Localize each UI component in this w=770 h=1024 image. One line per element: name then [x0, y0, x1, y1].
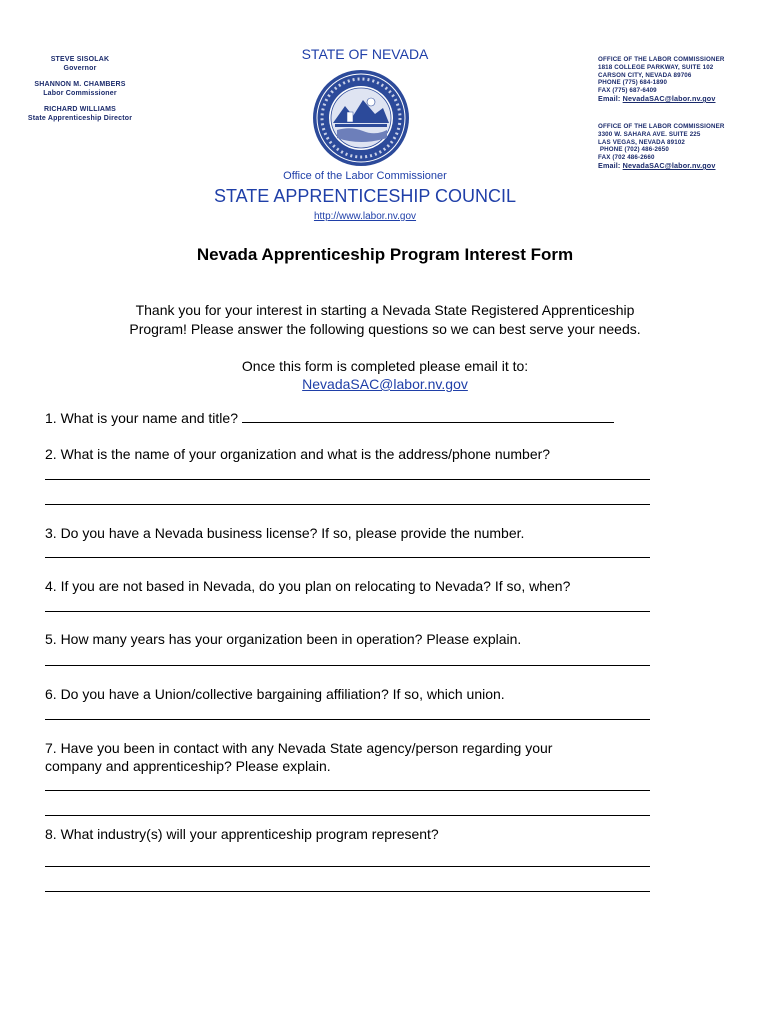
official-name: STEVE SISOLAK [50, 56, 110, 63]
name-title-field[interactable] [242, 409, 614, 423]
question-7: 7. Have you been in contact with any Nevada State agency/person regarding your company and apprenticeship? Please explain. [45, 740, 553, 774]
office-street: 3300 W. SAHARA AVE. SUITE 225 [598, 130, 701, 138]
answer-line[interactable] [45, 504, 650, 505]
question-8: 8. What industry(s) will your apprenticeship program represent? [45, 826, 439, 842]
intro-line: Program! Please answer the following questions so we can best serve your needs. [129, 321, 641, 337]
website-link[interactable]: http://www.labor.nv.gov [313, 211, 417, 222]
official-title: Labor Commissioner [43, 90, 117, 97]
answer-line[interactable] [45, 719, 650, 720]
form-title: Nevada Apprenticeship Program Interest Form [196, 245, 574, 264]
office-fax: FAX (775) 687-6409 [598, 87, 657, 95]
office-street: 1818 COLLEGE PARKWAY, SUITE 102 [598, 63, 714, 71]
office-phone: PHONE (702) 486-2650 [598, 146, 669, 154]
office-phone: PHONE (775) 684-1890 [598, 79, 668, 87]
question-5: 5. How many years has your organization been in operation? Please explain. [45, 631, 522, 647]
answer-line[interactable] [45, 891, 650, 892]
email-label: Email: [598, 160, 623, 170]
official-title: Governor [63, 65, 97, 72]
office-email-line [598, 162, 758, 170]
officials-list [20, 55, 140, 130]
official-governor [20, 55, 140, 73]
council-heading: STATE APPRENTICESHIP COUNCIL [213, 186, 517, 206]
official-apprenticeship-director [20, 105, 140, 123]
intro-line: Thank you for your interest in starting a Nevada State Registered Apprenticeship [135, 302, 635, 318]
state-heading: STATE OF NEVADA [301, 46, 429, 62]
submit-instructions [60, 357, 710, 393]
office-email-link[interactable]: NevadaSAC@labor.nv.gov [622, 93, 716, 103]
state-seal-icon [311, 68, 411, 168]
question-1 [45, 409, 645, 427]
answer-line[interactable] [45, 815, 650, 816]
question-4: 4. If you are not based in Nevada, do you plan on relocating to Nevada? If so, when? [45, 578, 571, 594]
question-6: 6. Do you have a Union/collective bargaining affiliation? If so, which union. [45, 686, 505, 702]
answer-line[interactable] [45, 479, 650, 480]
office-city: CARSON CITY, NEVADA 89706 [598, 71, 692, 79]
question-3: 3. Do you have a Nevada business license? If so, please provide the number. [45, 525, 525, 541]
official-labor-commissioner [20, 80, 140, 98]
office-city: LAS VEGAS, NEVADA 89102 [598, 138, 686, 146]
carson-city-office [598, 56, 758, 103]
las-vegas-office [598, 123, 758, 170]
official-title: State Apprenticeship Director [27, 115, 133, 122]
official-name: SHANNON M. CHAMBERS [34, 81, 126, 88]
office-name: OFFICE OF THE LABOR COMMISSIONER [598, 123, 725, 130]
submit-email-link[interactable]: NevadaSAC@labor.nv.gov [302, 376, 468, 392]
question-2: 2. What is the name of your organization and what is the address/phone number? [45, 446, 551, 462]
office-subtitle: Office of the Labor Commissioner [283, 170, 447, 182]
question-text: 1. What is your name and title? [45, 410, 238, 426]
answer-line[interactable] [45, 611, 650, 612]
answer-line[interactable] [45, 557, 650, 558]
official-name: RICHARD WILLIAMS [43, 106, 117, 113]
office-fax: FAX (702 486-2660 [598, 154, 655, 162]
submit-text: Once this form is completed please email it to: [241, 358, 529, 374]
office-email-line [598, 95, 758, 103]
office-email-link[interactable]: NevadaSAC@labor.nv.gov [622, 160, 716, 170]
answer-line[interactable] [45, 790, 650, 791]
answer-line[interactable] [45, 866, 650, 867]
form-intro [60, 301, 710, 339]
office-name: OFFICE OF THE LABOR COMMISSIONER [598, 56, 725, 63]
email-label: Email: [598, 93, 623, 103]
answer-line[interactable] [45, 665, 650, 666]
